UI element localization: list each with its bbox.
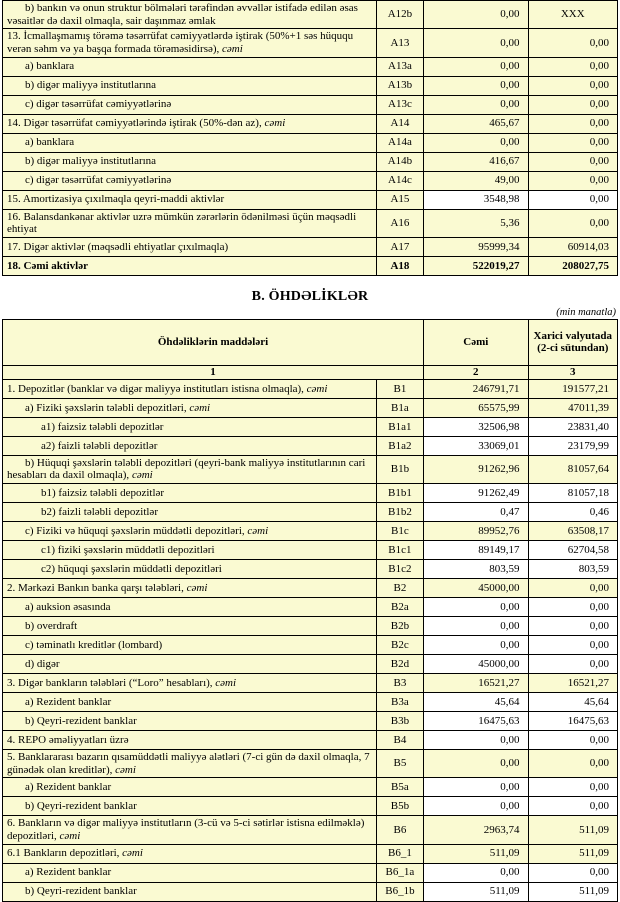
row-value-foreign: 511,09 xyxy=(528,816,617,844)
row-label-italic: cəmi xyxy=(264,117,286,130)
row-label xyxy=(3,882,377,901)
table-row xyxy=(3,237,618,256)
row-label-text: a2) faizli tələbli depozitlər xyxy=(41,439,158,452)
row-label xyxy=(3,778,377,797)
row-label xyxy=(3,256,377,275)
header-number-row xyxy=(3,365,618,379)
row-label-italic: cəmi xyxy=(59,830,81,843)
row-label xyxy=(3,797,377,816)
row-code: B6_1a xyxy=(376,863,423,882)
row-label-text: 3. Digər bankların tələbləri (“Loro” hesabları), xyxy=(7,676,216,689)
row-label-text: d) digər xyxy=(25,657,60,670)
row-code: B3b xyxy=(376,712,423,731)
row-label xyxy=(3,617,377,636)
row-value-foreign: 0,00 xyxy=(528,863,617,882)
row-label-text: a) Rezident banklar xyxy=(25,695,112,708)
table-row xyxy=(3,133,618,152)
row-label-text: a) Rezident banklar xyxy=(25,866,112,879)
row-label-italic: cəmi xyxy=(222,42,243,55)
row-value-total: 0,00 xyxy=(424,617,529,636)
header-total-column: Cəmi xyxy=(424,319,529,365)
row-value-total: 0,00 xyxy=(424,636,529,655)
row-code: B1b2 xyxy=(376,503,423,522)
row-value-total: 16521,27 xyxy=(424,674,529,693)
row-value-total: 465,67 xyxy=(424,114,529,133)
row-value-total: 0,00 xyxy=(424,29,529,57)
row-label-text: b) Qeyri-rezident banklar xyxy=(25,885,137,898)
table-row xyxy=(3,76,618,95)
row-value-foreign: 0,00 xyxy=(528,636,617,655)
table-row xyxy=(3,95,618,114)
row-label-text: c) digər təsərrüfat cəmiyyətlərinə xyxy=(25,98,172,111)
row-label-text: b) bankın və onun struktur bölmələri tərəfindən əvvəllər istifadə edilən əsas vəsaitlər də daxil olmaqla, sair daşınmaz əmlak xyxy=(7,2,358,27)
row-value-foreign: 0,00 xyxy=(528,57,617,76)
row-label-text: a) Rezident banklar xyxy=(25,781,112,794)
liabilities-table xyxy=(2,319,618,902)
table-row xyxy=(3,398,618,417)
row-code: B6_1b xyxy=(376,882,423,901)
row-value-foreign: 16521,27 xyxy=(528,674,617,693)
row-label xyxy=(3,190,377,209)
row-label-italic: cəmi xyxy=(306,382,328,395)
row-label-text: c) Fiziki və hüquqi şəxslərin müddətli depozitləri, xyxy=(25,524,248,537)
row-label-text: a1) faizsiz tələbli depozitlər xyxy=(41,420,164,433)
row-code: A16 xyxy=(376,209,423,237)
row-value-foreign: 0,00 xyxy=(528,617,617,636)
row-value-total: 511,09 xyxy=(424,844,529,863)
row-code: A12b xyxy=(376,1,423,29)
table-row xyxy=(3,655,618,674)
table-row xyxy=(3,436,618,455)
row-value-total: 0,00 xyxy=(424,797,529,816)
row-label xyxy=(3,436,377,455)
row-value-total: 89149,17 xyxy=(424,541,529,560)
table-row xyxy=(3,152,618,171)
row-value-foreign: 0,00 xyxy=(528,778,617,797)
row-value-foreign: 63508,17 xyxy=(528,522,617,541)
table-row xyxy=(3,816,618,844)
row-value-foreign: 60914,03 xyxy=(528,237,617,256)
row-value-foreign: 803,59 xyxy=(528,560,617,579)
row-code: B2a xyxy=(376,598,423,617)
row-label-text: 6. Bankların və digər maliyyə institutların (3-cü və 5-ci sətirlər istisna edilməklə) depozitləri, xyxy=(7,817,365,843)
row-code: A13a xyxy=(376,57,423,76)
table-row xyxy=(3,712,618,731)
row-value-total: 0,00 xyxy=(424,133,529,152)
row-label xyxy=(3,844,377,863)
table-row xyxy=(3,598,618,617)
row-value-foreign: 0,00 xyxy=(528,152,617,171)
row-label-text: b) Hüquqi şəxslərin tələbli depozitləri (qeyri-bank maliyyə institutlarının cari hesabları da daxil olmaqla), xyxy=(7,456,366,482)
row-code: B3 xyxy=(376,674,423,693)
row-value-foreign: 511,09 xyxy=(528,844,617,863)
row-value-foreign: 45,64 xyxy=(528,693,617,712)
row-label-text: 16. Balansdankənar aktivlər uzrə mümkün zərərlərin ödənilməsi üçün məqsədli ehtiyat xyxy=(7,210,357,236)
table-row xyxy=(3,256,618,275)
row-label-italic: cəmi xyxy=(122,847,143,860)
row-code: B1c1 xyxy=(376,541,423,560)
row-label xyxy=(3,816,377,844)
assets-table xyxy=(2,0,618,276)
row-label xyxy=(3,579,377,598)
row-code: B2b xyxy=(376,617,423,636)
table-row xyxy=(3,57,618,76)
row-value-total: 5,36 xyxy=(424,209,529,237)
row-value-foreign: 81057,18 xyxy=(528,484,617,503)
row-value-total: 95999,34 xyxy=(424,237,529,256)
row-label xyxy=(3,455,377,483)
row-value-foreign: 0,00 xyxy=(528,171,617,190)
row-label-text: a) Fiziki şəxslərin tələbli depozitləri, xyxy=(25,401,190,414)
row-code: A17 xyxy=(376,237,423,256)
row-value-total: 2963,74 xyxy=(424,816,529,844)
row-label-text: c) təminatlı kreditlər (lombard) xyxy=(25,638,163,651)
row-code: B1b xyxy=(376,455,423,483)
row-value-foreign: 191577,21 xyxy=(528,379,617,398)
table-row xyxy=(3,29,618,57)
row-code: B2 xyxy=(376,579,423,598)
row-label-text: b) overdraft xyxy=(25,619,78,632)
row-label xyxy=(3,95,377,114)
row-value-total: 3548,98 xyxy=(424,190,529,209)
row-code: A14a xyxy=(376,133,423,152)
table-row xyxy=(3,579,618,598)
row-code: B3a xyxy=(376,693,423,712)
row-code: A13 xyxy=(376,29,423,57)
row-label xyxy=(3,655,377,674)
row-code: B4 xyxy=(376,731,423,750)
row-value-foreign: XXX xyxy=(528,1,617,29)
row-label-text: c2) hüquqi şəxslərin müddətli depozitləri xyxy=(41,562,222,575)
row-value-total: 0,00 xyxy=(424,863,529,882)
row-label-italic: cəmi xyxy=(215,676,237,689)
row-label-text: a) auksion əsasında xyxy=(25,600,111,613)
row-value-foreign: 23831,40 xyxy=(528,417,617,436)
row-label-text: c) digər təsərrüfat cəmiyyətlərinə xyxy=(25,174,172,187)
row-label xyxy=(3,522,377,541)
row-label-text: 6.1 Bankların depozitləri, xyxy=(7,847,123,860)
header-items-column: Öhdəliklərin maddələri xyxy=(3,319,424,365)
row-label-text: a) banklara xyxy=(25,136,75,149)
row-label xyxy=(3,57,377,76)
row-value-total: 0,00 xyxy=(424,731,529,750)
row-value-foreign: 62704,58 xyxy=(528,541,617,560)
row-code: B1b1 xyxy=(376,484,423,503)
row-value-total: 803,59 xyxy=(424,560,529,579)
header-number-3: 3 xyxy=(528,365,617,379)
row-label xyxy=(3,237,377,256)
row-value-foreign: 0,00 xyxy=(528,209,617,237)
row-label-text: c1) fiziki şəxslərin müddətli depozitləri xyxy=(41,543,215,556)
row-code: B1a2 xyxy=(376,436,423,455)
row-code: A15 xyxy=(376,190,423,209)
row-label xyxy=(3,674,377,693)
table-row xyxy=(3,209,618,237)
row-value-foreign: 0,00 xyxy=(528,190,617,209)
row-label xyxy=(3,503,377,522)
table-row xyxy=(3,617,618,636)
row-label xyxy=(3,636,377,655)
row-code: B1c2 xyxy=(376,560,423,579)
row-value-total: 0,00 xyxy=(424,598,529,617)
row-value-total: 0,00 xyxy=(424,778,529,797)
unit-note: (min manatla) xyxy=(556,306,616,318)
row-value-total: 45000,00 xyxy=(424,579,529,598)
row-value-total: 0,00 xyxy=(424,750,529,778)
row-value-foreign: 23179,99 xyxy=(528,436,617,455)
row-value-total: 89952,76 xyxy=(424,522,529,541)
row-label xyxy=(3,484,377,503)
row-code: B5b xyxy=(376,797,423,816)
table-row xyxy=(3,882,618,901)
row-label xyxy=(3,29,377,57)
row-value-total: 16475,63 xyxy=(424,712,529,731)
table-row xyxy=(3,190,618,209)
row-value-foreign: 0,00 xyxy=(528,731,617,750)
table-row xyxy=(3,417,618,436)
row-code: A18 xyxy=(376,256,423,275)
table-row xyxy=(3,863,618,882)
liabilities-table-body xyxy=(3,379,618,901)
row-value-foreign: 0,00 xyxy=(528,750,617,778)
row-label-text: 14. Digər təsərrüfat cəmiyyətlərində iştirak (50%-dən az), xyxy=(7,117,265,130)
row-value-foreign: 0,46 xyxy=(528,503,617,522)
row-value-total: 65575,99 xyxy=(424,398,529,417)
row-label xyxy=(3,379,377,398)
row-label-text: b2) faizli tələbli depozitlər xyxy=(41,505,158,518)
table-row xyxy=(3,503,618,522)
row-value-total: 0,00 xyxy=(424,76,529,95)
row-label-text: b) Qeyri-rezident banklar xyxy=(25,714,137,727)
row-code: A13c xyxy=(376,95,423,114)
header-row xyxy=(3,319,618,365)
row-label xyxy=(3,171,377,190)
row-label-text: a) banklara xyxy=(25,60,75,73)
row-label xyxy=(3,598,377,617)
row-label-text: 5. Banklararası bazarın qısamüddətli maliyyə alətləri (7-ci gün də daxil olmaqla, 7 günədək olan kreditlər), xyxy=(7,751,370,776)
table-row xyxy=(3,560,618,579)
row-label xyxy=(3,152,377,171)
row-label-text: 1. Depozitlər (banklar və digər maliyyə institutları istisna olmaqla), xyxy=(7,382,307,395)
row-code: B1 xyxy=(376,379,423,398)
table-row xyxy=(3,379,618,398)
row-code: A14c xyxy=(376,171,423,190)
row-label xyxy=(3,133,377,152)
row-label xyxy=(3,560,377,579)
row-label-text: 2. Mərkəzi Bankın banka qarşı tələbləri, xyxy=(7,581,187,594)
table-row xyxy=(3,114,618,133)
row-label-italic: cəmi xyxy=(247,524,269,537)
row-value-foreign: 16475,63 xyxy=(528,712,617,731)
row-label xyxy=(3,114,377,133)
row-value-total: 49,00 xyxy=(424,171,529,190)
header-number-2: 2 xyxy=(424,365,529,379)
row-code: B6 xyxy=(376,816,423,844)
row-label-text: 4. REPO əməliyyatları üzrə xyxy=(7,733,129,746)
row-label xyxy=(3,731,377,750)
row-label xyxy=(3,750,377,778)
table-row xyxy=(3,778,618,797)
table-row xyxy=(3,693,618,712)
table-row xyxy=(3,731,618,750)
row-label xyxy=(3,417,377,436)
row-label-text: 17. Digər aktivlər (məqsədli ehtiyatlar çıxılmaqla) xyxy=(7,240,229,253)
row-value-total: 45000,00 xyxy=(424,655,529,674)
row-value-foreign: 511,09 xyxy=(528,882,617,901)
row-code: A14b xyxy=(376,152,423,171)
section-title: B. ÖHDƏLİKLƏR xyxy=(251,288,369,304)
table-row xyxy=(3,171,618,190)
row-value-total: 246791,71 xyxy=(424,379,529,398)
table-row xyxy=(3,636,618,655)
row-label xyxy=(3,693,377,712)
liabilities-table-header xyxy=(3,319,618,379)
row-value-total: 511,09 xyxy=(424,882,529,901)
row-code: A14 xyxy=(376,114,423,133)
row-label-text: b) digər maliyyə institutlarına xyxy=(25,155,157,168)
row-label xyxy=(3,398,377,417)
row-code: B1a xyxy=(376,398,423,417)
row-value-total: 0,00 xyxy=(424,95,529,114)
row-value-total: 0,00 xyxy=(424,57,529,76)
row-code: B2c xyxy=(376,636,423,655)
table-row xyxy=(3,1,618,29)
row-code: B1a1 xyxy=(376,417,423,436)
row-value-foreign: 0,00 xyxy=(528,598,617,617)
row-label-text: b) digər maliyyə institutlarına xyxy=(25,79,157,92)
row-value-foreign: 208027,75 xyxy=(528,256,617,275)
row-value-foreign: 0,00 xyxy=(528,95,617,114)
row-label xyxy=(3,76,377,95)
row-label xyxy=(3,541,377,560)
row-value-foreign: 0,00 xyxy=(528,114,617,133)
row-label-text: b) Qeyri-rezident banklar xyxy=(25,800,137,813)
row-value-foreign: 0,00 xyxy=(528,29,617,57)
table-row xyxy=(3,750,618,778)
row-code: B6_1 xyxy=(376,844,423,863)
row-label-text: 15. Amortizasiya çıxılmaqla qeyri-maddi aktivlər xyxy=(7,193,225,206)
header-number-1: 1 xyxy=(3,365,424,379)
row-value-total: 45,64 xyxy=(424,693,529,712)
assets-table-body xyxy=(3,1,618,276)
row-label xyxy=(3,1,377,29)
row-value-total: 0,47 xyxy=(424,503,529,522)
row-value-foreign: 81057,64 xyxy=(528,455,617,483)
row-code: B1c xyxy=(376,522,423,541)
row-label-italic: cəmi xyxy=(131,469,153,482)
row-code: B2d xyxy=(376,655,423,674)
header-foreign-currency-column: Xarici valyutada (2-ci sütundan) xyxy=(528,319,617,365)
row-label-text: b1) faizsiz tələbli depozitlər xyxy=(41,486,165,499)
row-value-foreign: 0,00 xyxy=(528,76,617,95)
table-row xyxy=(3,844,618,863)
row-code: B5a xyxy=(376,778,423,797)
row-value-total: 416,67 xyxy=(424,152,529,171)
row-label-text: 13. İcmallaşmamış törəmə təsərrüfat cəmiyyətlərdə iştirak (50%+1 səs hüququ verən səhm və ya başqa formada törəməsidirsə), xyxy=(7,30,354,55)
row-value-foreign: 0,00 xyxy=(528,133,617,152)
row-value-total: 0,00 xyxy=(424,1,529,29)
table-row xyxy=(3,674,618,693)
row-value-total: 32506,98 xyxy=(424,417,529,436)
row-label xyxy=(3,863,377,882)
row-label-italic: cəmi xyxy=(186,581,208,594)
row-value-foreign: 0,00 xyxy=(528,797,617,816)
table-row xyxy=(3,455,618,483)
row-label xyxy=(3,209,377,237)
row-value-foreign: 47011,39 xyxy=(528,398,617,417)
row-label-italic: cəmi xyxy=(189,401,211,414)
row-value-total: 33069,01 xyxy=(424,436,529,455)
row-value-foreign: 0,00 xyxy=(528,579,617,598)
row-code: A13b xyxy=(376,76,423,95)
row-code: B5 xyxy=(376,750,423,778)
table-row xyxy=(3,522,618,541)
row-label-text: 18. Cəmi aktivlər xyxy=(7,259,88,272)
table-row xyxy=(3,797,618,816)
row-value-total: 91262,49 xyxy=(424,484,529,503)
table-row xyxy=(3,541,618,560)
row-label-italic: cəmi xyxy=(115,763,136,776)
row-value-total: 522019,27 xyxy=(424,256,529,275)
row-value-foreign: 0,00 xyxy=(528,655,617,674)
table-row xyxy=(3,484,618,503)
row-label xyxy=(3,712,377,731)
row-value-total: 91262,96 xyxy=(424,455,529,483)
